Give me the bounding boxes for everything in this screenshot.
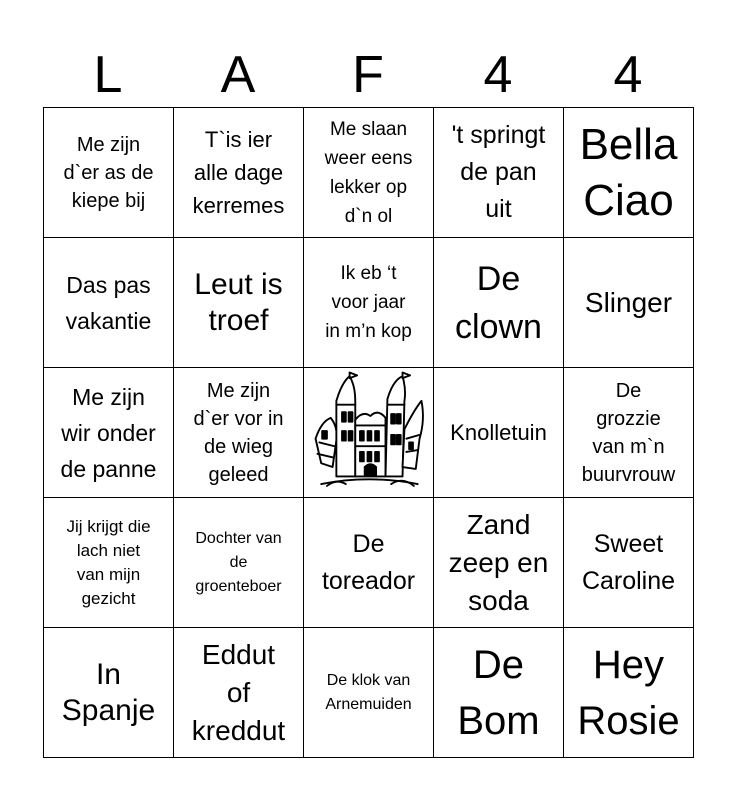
bingo-cell[interactable]: [433, 237, 564, 368]
bingo-cell[interactable]: [173, 497, 304, 628]
bingo-cell[interactable]: [303, 497, 434, 628]
cell-text: Zand zeep en soda: [448, 508, 549, 616]
cell-text: De clown: [455, 259, 542, 346]
cell-text: Me slaan weer eens lekker op d`n ol: [324, 118, 413, 227]
cell-text: De Bom: [457, 642, 540, 743]
bingo-cell[interactable]: [43, 627, 174, 758]
cell-text: Bella Ciao: [579, 119, 678, 225]
bingo-cell[interactable]: [433, 367, 564, 498]
bingo-cell[interactable]: [303, 107, 434, 238]
cell-text: Sweet Caroline: [581, 529, 676, 595]
bingo-cell[interactable]: [433, 627, 564, 758]
bingo-cell[interactable]: [173, 367, 304, 498]
cell-text: Eddut of kreddut: [191, 638, 286, 746]
bingo-cell[interactable]: [563, 497, 694, 628]
bingo-grid: [43, 107, 693, 757]
header-letter-5: 4: [613, 46, 643, 104]
cell-text: Leut is troef: [194, 267, 283, 337]
free-space-cell[interactable]: [303, 367, 434, 498]
bingo-cell[interactable]: [303, 627, 434, 758]
cell-text: In Spanje: [61, 657, 156, 727]
bingo-cell[interactable]: [173, 627, 304, 758]
bingo-cell[interactable]: [563, 107, 694, 238]
cell-text: Me zijn d`er vor in de wieg geleed: [193, 379, 284, 486]
cell-text: De toreador: [321, 529, 416, 595]
bingo-cell[interactable]: [563, 237, 694, 368]
bingo-cell[interactable]: [43, 107, 174, 238]
bingo-cell[interactable]: [433, 497, 564, 628]
header-letter-1: L: [93, 46, 123, 104]
cell-text: Das pas vakantie: [65, 271, 152, 334]
cell-text: Ik eb ‘t voor jaar in m’n kop: [325, 263, 412, 342]
cell-text: Jij krijgt die lach niet van mijn gezicht: [66, 516, 151, 608]
cell-text: 't springt de pan uit: [451, 121, 546, 223]
bingo-cell[interactable]: [43, 367, 174, 498]
header-letter-4: 4: [483, 46, 513, 104]
castle-icon: [308, 369, 429, 497]
header-letter-3: F: [352, 46, 384, 104]
cell-text: Me zijn d`er as de kiepe bij: [63, 133, 154, 212]
cell-text: Knolletuin: [450, 420, 547, 445]
bingo-cell[interactable]: [173, 107, 304, 238]
cell-text: Hey Rosie: [577, 642, 680, 743]
cell-text: T`is ier alle dage kerremes: [192, 127, 285, 218]
bingo-cell[interactable]: [43, 497, 174, 628]
cell-text: De klok van Arnemuiden: [325, 671, 412, 713]
bingo-cell[interactable]: [433, 107, 564, 238]
header-letter-2: A: [220, 46, 256, 104]
cell-text: Me zijn wir onder de panne: [60, 383, 157, 482]
bingo-header: [43, 44, 693, 106]
cell-text: De grozzie van m`n buurvrouw: [581, 379, 676, 486]
bingo-cell[interactable]: [43, 237, 174, 368]
bingo-cell[interactable]: [563, 627, 694, 758]
bingo-cell[interactable]: [303, 237, 434, 368]
cell-text: Dochter van de groenteboer: [195, 529, 282, 595]
bingo-cell[interactable]: [173, 237, 304, 368]
cell-text: Slinger: [584, 286, 673, 318]
bingo-cell[interactable]: [563, 367, 694, 498]
